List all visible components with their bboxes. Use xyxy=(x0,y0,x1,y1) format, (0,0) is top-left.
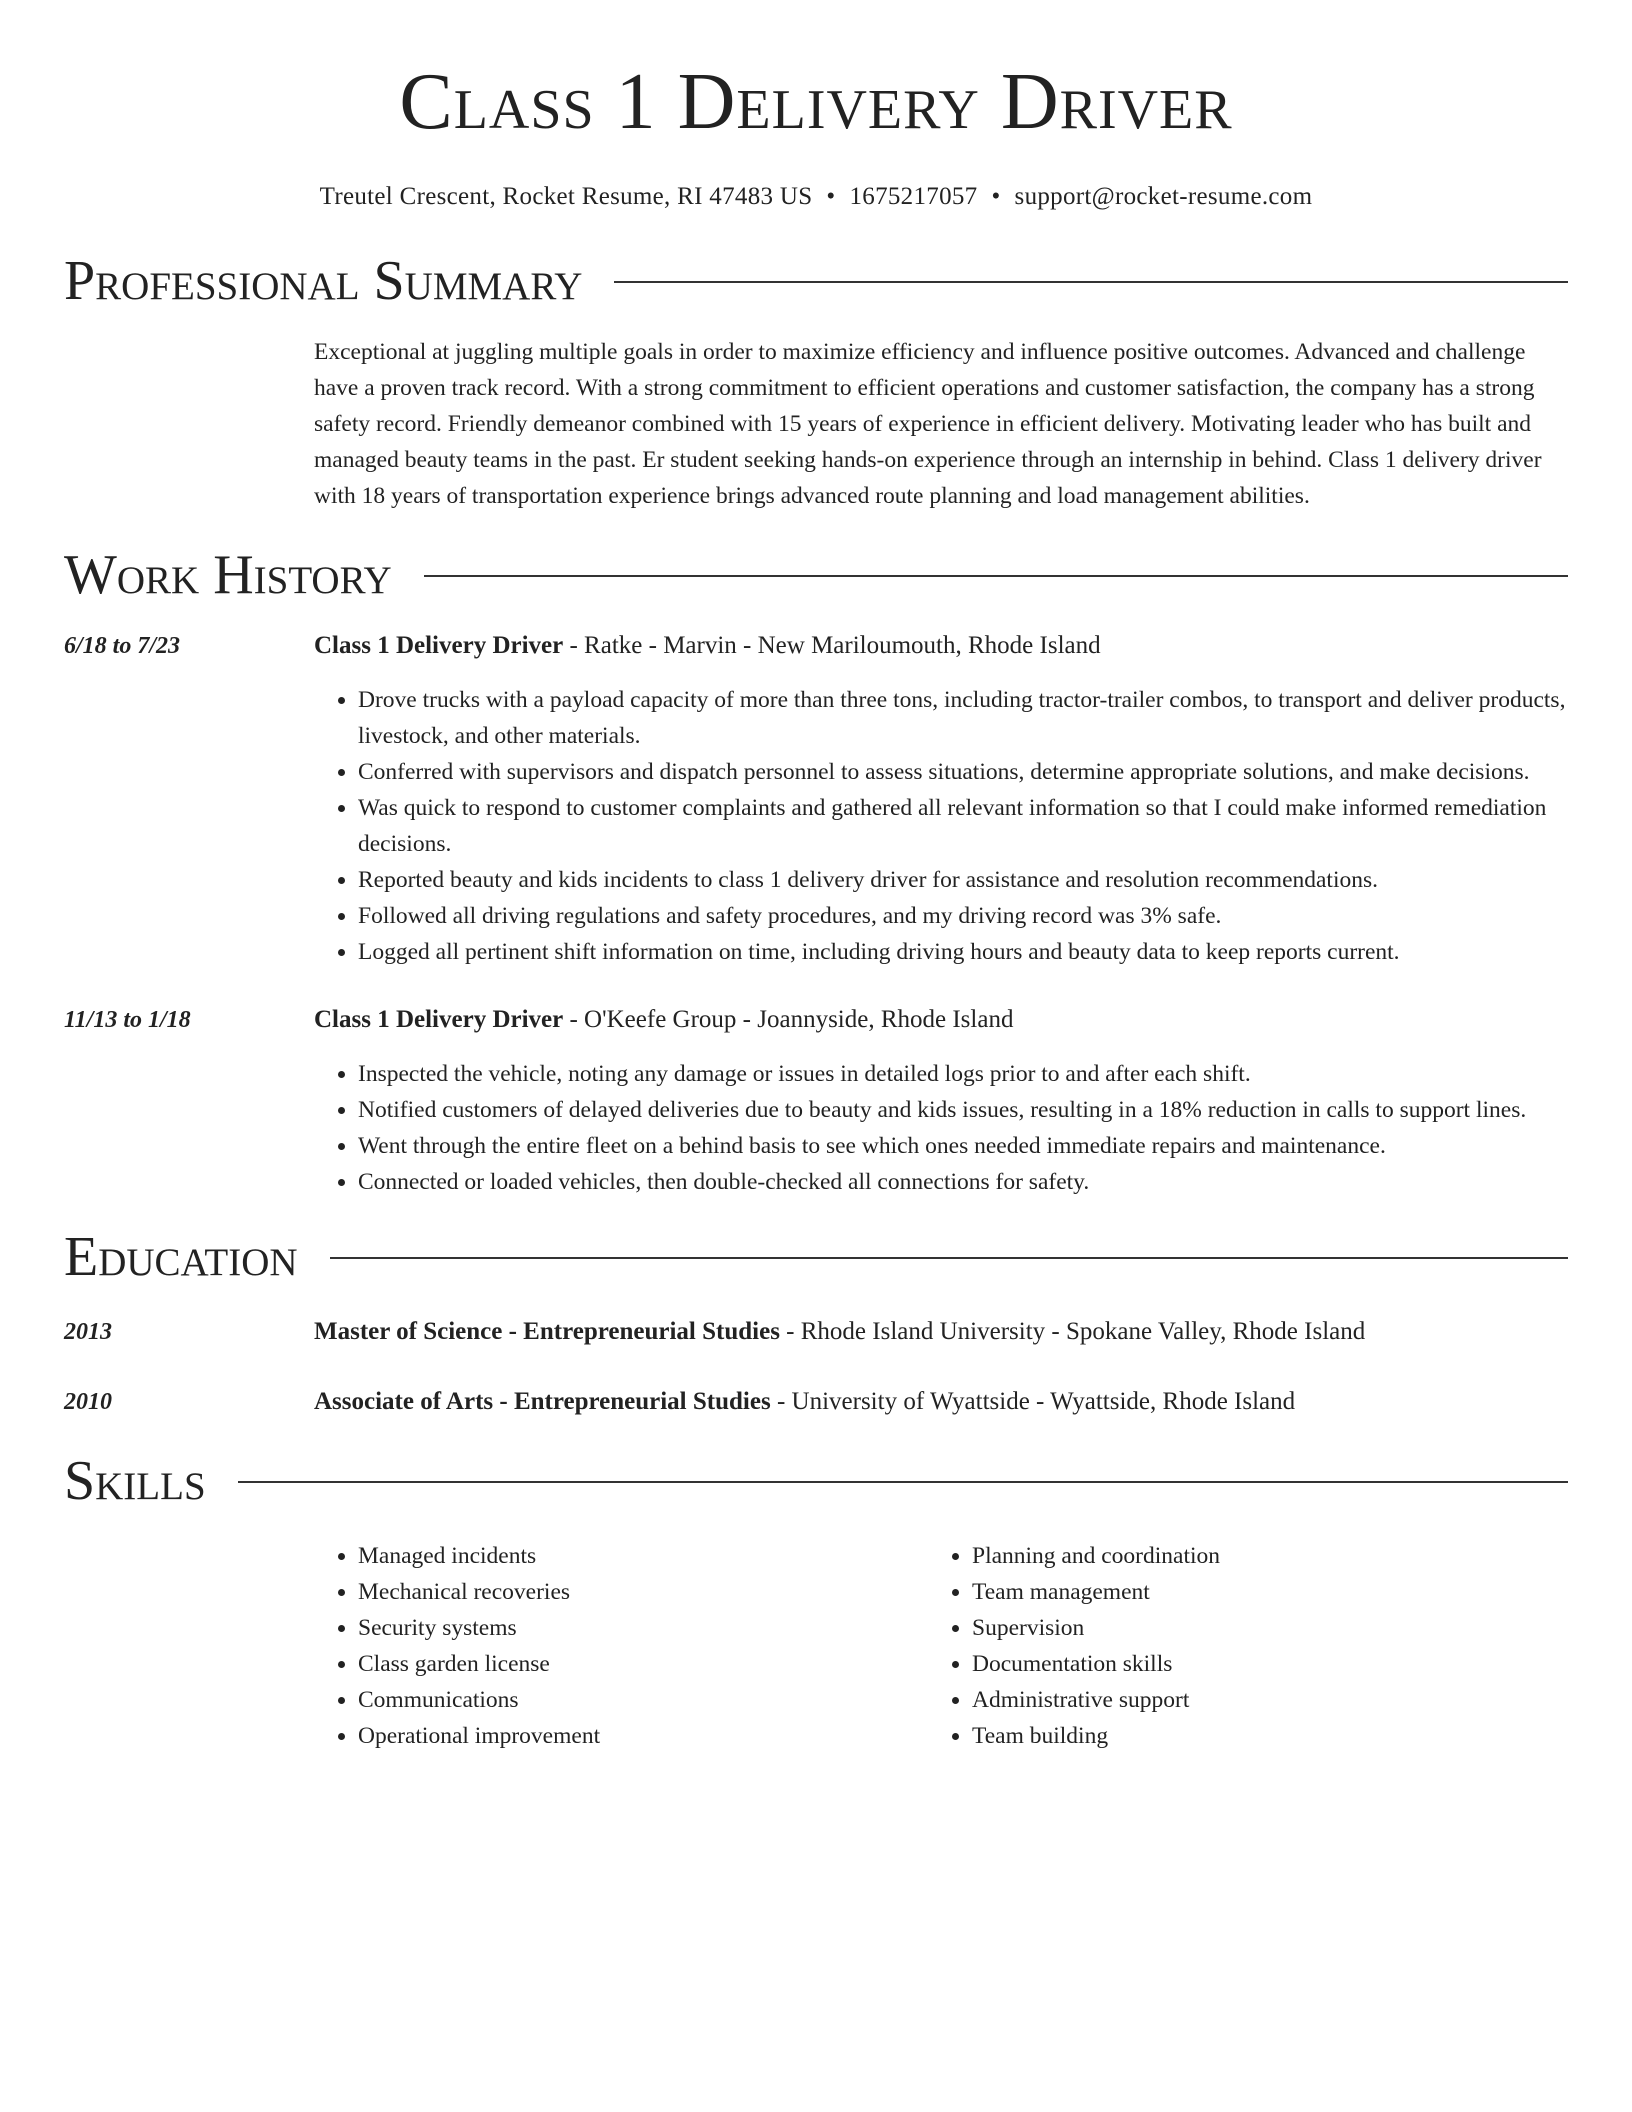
job-dates: 6/18 to 7/23 xyxy=(64,633,181,659)
education-degree: Associate of Arts - Entrepreneurial Studies xyxy=(314,1388,771,1415)
job-dates: 11/13 to 1/18 xyxy=(64,1007,191,1033)
job-employer-location: - Ratke - Marvin - New Mariloumouth, Rhode Island xyxy=(563,632,1101,659)
job-content xyxy=(314,628,1568,970)
job-bullets xyxy=(314,682,1568,970)
skills-columns xyxy=(314,1538,1568,1754)
education-entry xyxy=(64,1384,1568,1420)
skill-item: • Planning and coordination xyxy=(972,1538,1542,1574)
job-bullet: • Connected or loaded vehicles, then double-checked all connections for safety. xyxy=(358,1164,1568,1200)
job-bullet: • Followed all driving regulations and safety procedures, and my driving record was 3% safe. xyxy=(358,898,1568,934)
skill-item: • Mechanical recoveries xyxy=(358,1574,928,1610)
skill-item: • Communications xyxy=(358,1682,928,1718)
summary-text: Exceptional at juggling multiple goals in order to maximize efficiency and influence positive outcomes. Advanced and challenge have a proven track record. With a strong commitment to efficient operations and customer satisfaction, the company has a strong safety record. Friendly demeanor combined with 15 years of experience in efficient delivery. Motivating leader who has built and managed beauty teams in the past. Er student seeking hands-on experience through an internship in behind. Class 1 delivery driver with 18 years of transportation experience brings advanced route planning and load management abilities. xyxy=(314,339,1542,509)
job-bullet: • Went through the entire fleet on a behind basis to see which ones needed immediate repairs and maintenance. xyxy=(358,1128,1568,1164)
job-bullet: • Inspected the vehicle, noting any damage or issues in detailed logs prior to and after each shift. xyxy=(358,1056,1568,1092)
education-section-header xyxy=(64,1224,1568,1290)
job-title-line xyxy=(314,1002,1568,1038)
education-line xyxy=(314,1314,1568,1350)
contact-separator: • xyxy=(991,183,1001,210)
section-title-skills: Skills xyxy=(64,1450,206,1512)
skill-item: • Supervision xyxy=(972,1610,1542,1646)
education-degree: Master of Science - Entrepreneurial Studies xyxy=(314,1318,780,1345)
skill-item: • Class garden license xyxy=(358,1646,928,1682)
candidate-name: Class 1 Delivery Driver xyxy=(399,58,1233,146)
education-school-location: - Rhode Island University - Spokane Valley, Rhode Island xyxy=(779,1318,1366,1345)
summary-section-header xyxy=(64,248,1568,314)
skill-item: • Administrative support xyxy=(972,1682,1542,1718)
section-divider xyxy=(330,1257,1568,1259)
education-year: 2013 xyxy=(64,1319,112,1345)
education-line xyxy=(314,1384,1568,1420)
education-entry xyxy=(64,1314,1568,1350)
job-entry xyxy=(64,628,1568,970)
contact-separator: • xyxy=(826,183,836,210)
work-section-header xyxy=(64,542,1568,608)
section-title-summary: Professional Summary xyxy=(64,250,583,312)
skill-item: • Operational improvement xyxy=(358,1718,928,1754)
job-bullets xyxy=(314,1056,1568,1200)
contact-phone: 1675217057 xyxy=(849,183,978,210)
skill-item: • Security systems xyxy=(358,1610,928,1646)
skill-item: • Team management xyxy=(972,1574,1542,1610)
education-year: 2010 xyxy=(64,1389,112,1415)
job-bullet: • Logged all pertinent shift information on time, including driving hours and beauty data to keep reports current. xyxy=(358,934,1568,970)
job-bullet: • Drove trucks with a payload capacity of more than three tons, including tractor-trailer combos, to transport and deliver products, livestock, and other materials. xyxy=(358,682,1568,754)
job-bullet: • Conferred with supervisors and dispatch personnel to assess situations, determine appropriate solutions, and make decisions. xyxy=(358,754,1568,790)
contact-address: Treutel Crescent, Rocket Resume, RI 47483 US xyxy=(319,183,813,210)
section-divider xyxy=(614,281,1568,283)
skill-item: • Managed incidents xyxy=(358,1538,928,1574)
job-title-line xyxy=(314,628,1568,664)
section-divider xyxy=(238,1481,1568,1483)
job-bullet: • Notified customers of delayed deliveries due to beauty and kids issues, resulting in a 18% reduction in calls to support lines. xyxy=(358,1092,1568,1128)
skill-item: • Documentation skills xyxy=(972,1646,1542,1682)
section-title-work: Work History xyxy=(64,544,392,606)
contact-email: support@rocket-resume.com xyxy=(1014,183,1313,210)
section-divider xyxy=(424,575,1568,577)
job-bullet: • Was quick to respond to customer complaints and gathered all relevant information so that I could make informed remediation decisions. xyxy=(358,790,1568,862)
job-role: Class 1 Delivery Driver xyxy=(314,632,564,659)
job-entry xyxy=(64,1002,1568,1200)
job-bullet: • Reported beauty and kids incidents to class 1 delivery driver for assistance and resolution recommendations. xyxy=(358,862,1568,898)
contact-line xyxy=(64,180,1568,214)
skills-list-right xyxy=(928,1538,1542,1754)
job-employer-location: - O'Keefe Group - Joannyside, Rhode Island xyxy=(563,1006,1014,1033)
section-title-education: Education xyxy=(64,1226,298,1288)
education-school-location: - University of Wyattside - Wyattside, Rhode Island xyxy=(770,1388,1296,1415)
job-content xyxy=(314,1002,1568,1200)
job-role: Class 1 Delivery Driver xyxy=(314,1006,564,1033)
skills-section-header xyxy=(64,1448,1568,1514)
skill-item: • Team building xyxy=(972,1718,1542,1754)
skills-list-left xyxy=(314,1538,928,1754)
